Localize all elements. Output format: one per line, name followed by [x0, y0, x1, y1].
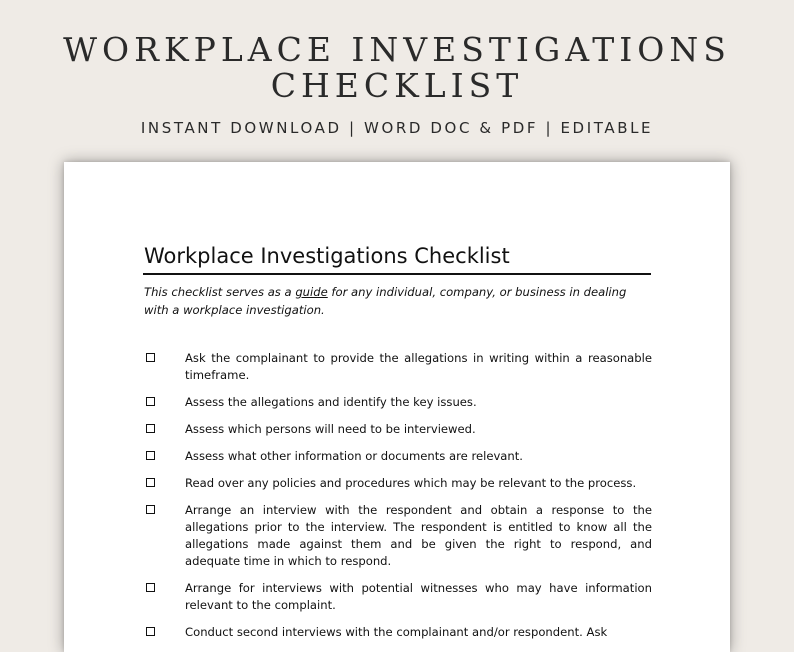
checklist-item [144, 421, 652, 438]
checkbox-icon[interactable] [146, 397, 155, 406]
intro-text-end: for any individual, company, or business in dealing with a workplace investigation. [144, 285, 627, 317]
checkbox-icon[interactable] [146, 424, 155, 433]
checklist-item-text: Arrange an interview with the respondent and obtain a response to the allegations prior to the interview. The respondent is entitled to know all the allegations made against them and be given the right to respond, and adequate time in which to respond. [185, 503, 652, 568]
hero-title [0, 32, 794, 104]
checklist-item-text: Assess the allegations and identify the key issues. [185, 395, 477, 409]
intro-text-start: This checklist serves as a [144, 285, 296, 299]
checklist [144, 350, 652, 651]
checklist-item [144, 448, 652, 465]
checklist-item [144, 350, 652, 384]
checklist-item [144, 624, 652, 641]
checklist-item-text: Conduct second interviews with the complainant and/or respondent. Ask [185, 625, 608, 639]
checklist-item [144, 394, 652, 411]
checklist-item-text: Assess what other information or documents are relevant. [185, 449, 523, 463]
checklist-item [144, 580, 652, 614]
intro-paragraph [144, 283, 654, 319]
checkbox-icon[interactable] [146, 583, 155, 592]
checklist-item-text: Arrange for interviews with potential witnesses who may have information relevant to the complaint. [185, 581, 652, 612]
document-page [64, 162, 730, 652]
checkbox-icon[interactable] [146, 451, 155, 460]
checklist-item [144, 475, 652, 492]
hero-title-line-1: WORKPLACE INVESTIGATIONS [63, 30, 731, 69]
hero-title-line-2: CHECKLIST [270, 66, 524, 105]
hero-subtitle: INSTANT DOWNLOAD | WORD DOC & PDF | EDITABLE [140, 119, 654, 137]
document-title: Workplace Investigations Checklist [144, 244, 510, 268]
intro-underlined-word: guide [295, 285, 328, 299]
checkbox-icon[interactable] [146, 505, 155, 514]
checklist-item [144, 502, 652, 570]
checkbox-icon[interactable] [146, 353, 155, 362]
checklist-item-text: Ask the complainant to provide the allegations in writing within a reasonable timeframe. [185, 351, 652, 382]
checkbox-icon[interactable] [146, 478, 155, 487]
checklist-item-text: Read over any policies and procedures which may be relevant to the process. [185, 476, 637, 490]
title-underline [143, 273, 651, 275]
checklist-item-text: Assess which persons will need to be interviewed. [185, 422, 476, 436]
